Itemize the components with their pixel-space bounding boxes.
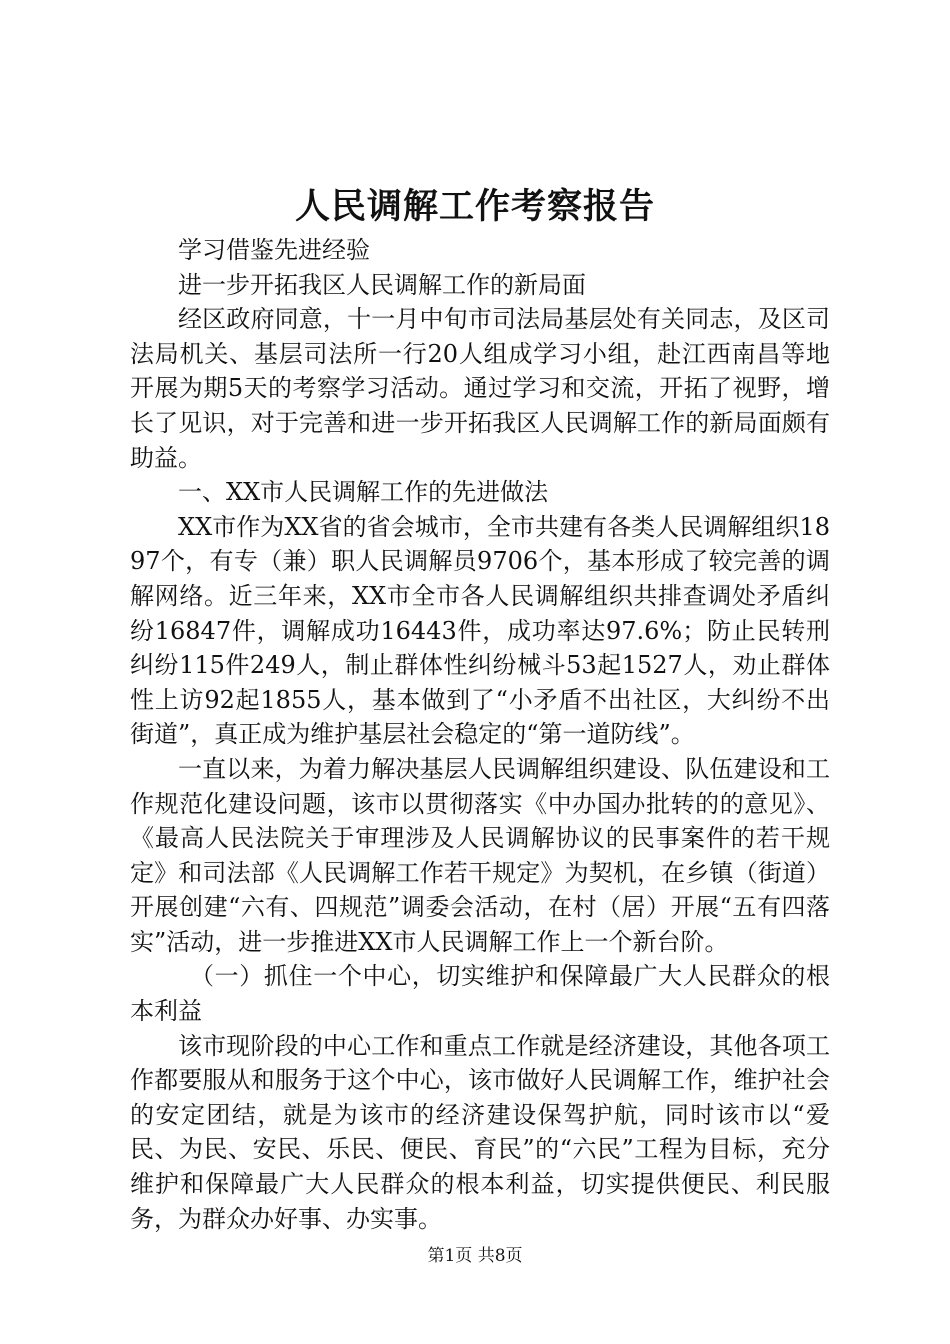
page-footer: 第1页 共8页 (427, 1246, 523, 1266)
document-title: 人民调解工作考察报告 (294, 186, 655, 227)
subsection-heading-1: （一）抓住一个中心，切实维护和保障最广大人民群众的根本利益 (130, 962, 830, 1026)
paragraph-statistics: XX市作为XX省的省会城市，全市共建有各类人民调解组织1897个，有专（兼）职人民调解员9706个，基本形成了较完善的调解网络。近三年来，XX市全市各人民调解组织共排查调处矛盾纠纷16847件，调解成功16443件，成功率达97.6%；防止民转刑纠纷115件249人，制止群体性纠纷械斗53起1527人，劝止群体性上访92起1855人，基本做到了“小矛盾不出社区，大纠纷不出街道”，真正成为维护基层社会稳定的“第一道防线”。 (130, 512, 830, 749)
paragraph-intro: 经区政府同意，十一月中旬市司法局基层处有关同志，及区司法局机关、基层司法所一行20人组成学习小组，赴江西南昌等地开展为期5天的考察学习活动。通过学习和交流，开拓了视野，增长了见识，对于完善和进一步开拓我区人民调解工作的新局面颇有助益。 (130, 305, 830, 472)
document-body (130, 233, 830, 1236)
paragraph-measures: 一直以来，为着力解决基层人民调解组织建设、队伍建设和工作规范化建设问题，该市以贯彻落实《中办国办批转的的意见》、《最高人民法院关于审理涉及人民调解协议的民事案件的若干规定》和司法部《人民调解工作若干规定》为契机，在乡镇（街道）开展创建“六有、四规范”调委会活动，在村（居）开展“五有四落实”活动，进一步推进XX市人民调解工作上一个新台阶。 (130, 754, 830, 956)
paragraph-center-work: 该市现阶段的中心工作和重点工作就是经济建设，其他各项工作都要服从和服务于这个中心，该市做好人民调解工作，维护社会的安定团结，就是为该市的经济建设保驾护航，同时该市以“爱民、为民、安民、乐民、便民、育民”的“六民”工程为目标，充分维护和保障最广大人民群众的根本利益，切实提供便民、利民服务，为群众办好事、办实事。 (130, 1031, 830, 1233)
paragraph-subtitle-2: 进一步开拓我区人民调解工作的新局面 (178, 270, 586, 299)
section-heading-1: 一、XX市人民调解工作的先进做法 (178, 478, 549, 507)
paragraph-subtitle-1: 学习借鉴先进经验 (178, 236, 370, 264)
